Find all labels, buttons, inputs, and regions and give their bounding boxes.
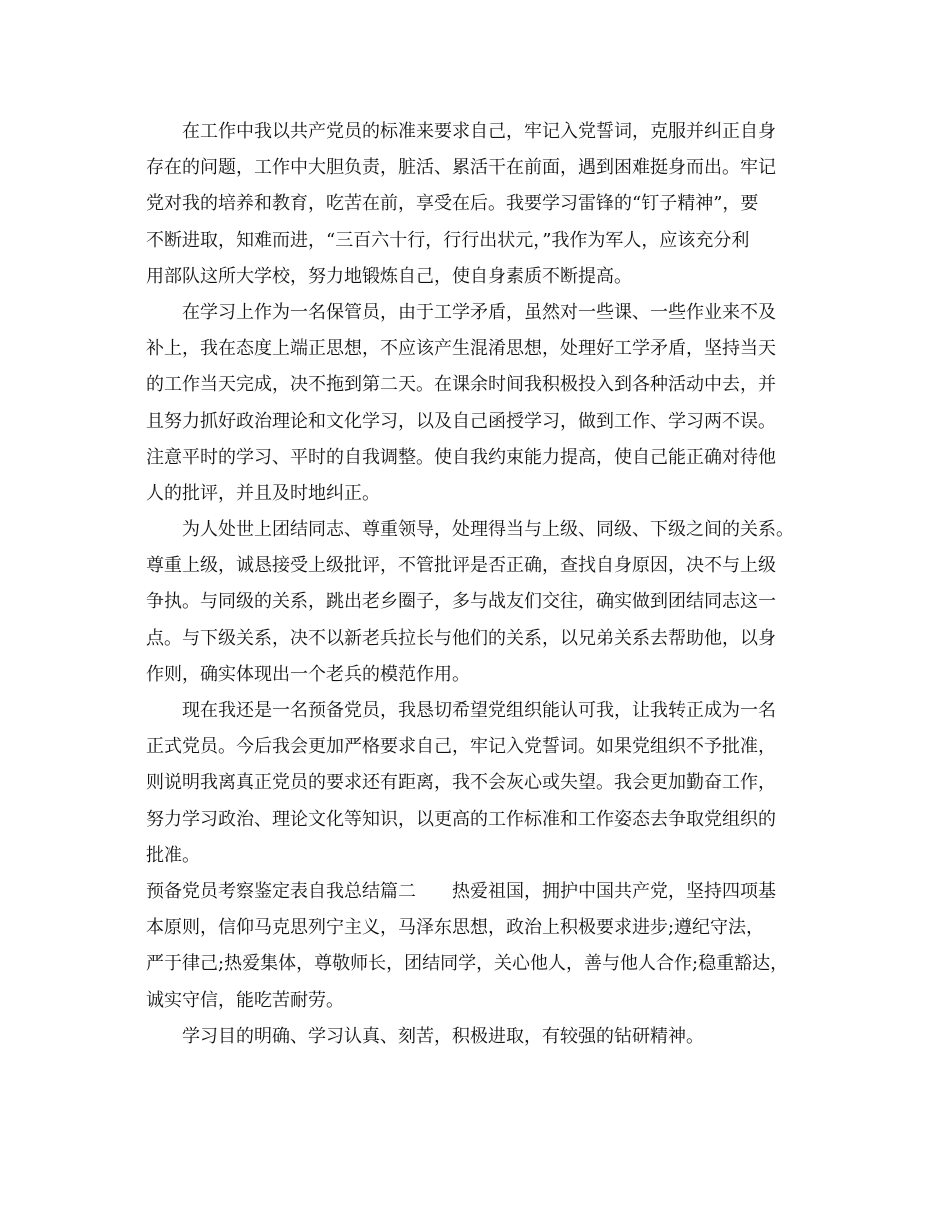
text-line: 争执。与同级的关系，跳出老乡圈子，多与战友们交往，确实做到团结同志这一	[146, 591, 776, 613]
text-line: 且努力抓好政治理论和文化学习，以及自己函授学习，做到工作、学习两不误。	[146, 410, 776, 432]
text-line: 的工作当天完成，决不拖到第二天。在课余时间我积极投入到各种活动中去，并	[146, 374, 776, 396]
text-line: 预备党员考察鉴定表自我总结篇二 热爱祖国，拥护中国共产党，坚持四项基	[146, 880, 776, 902]
text-line: 尊重上级，诚恳接受上级批评，不管批评是否正确，查找自身原因，决不与上级	[146, 555, 776, 577]
text-line: 补上，我在态度上端正思想，不应该产生混淆思想，处理好工学矛盾，坚持当天	[146, 338, 776, 360]
text-line: 现在我还是一名预备党员，我恳切希望党组织能认可我，让我转正成为一名	[182, 700, 776, 721]
text-line: 党对我的培养和教育，吃苦在前，享受在后。我要学习雷锋的“钉子精神”，要	[146, 193, 759, 215]
text-line: 在工作中我以共产党员的标准来要求自己，牢记入党誓词，克服并纠正自身	[182, 121, 776, 142]
text-line: 不断进取，知难而进，“三百六十行，行行出状元，”我作为军人，应该充分利	[146, 229, 750, 251]
document-body	[146, 114, 810, 1055]
text-line: 作则，确实体现出一个老兵的模范作用。	[146, 663, 470, 685]
text-line: 正式党员。今后我会更加严格要求自己，牢记入党誓词。如果党组织不予批准，	[146, 736, 776, 758]
text-line: 注意平时的学习、平时的自我调整。使自我约束能力提高，使自己能正确对待他	[146, 446, 776, 468]
text-line: 存在的问题，工作中大胆负责，脏活、累活干在前面，遇到困难挺身而出。牢记	[146, 157, 776, 179]
text-line: 用部队这所大学校，努力地锻炼自己，使自身素质不断提高。	[146, 265, 632, 287]
text-line: 在学习上作为一名保管员，由于工学矛盾，虽然对一些课、一些作业来不及	[182, 301, 776, 323]
text-line: 批准。	[146, 844, 200, 866]
text-line: 为人处世上团结同志、尊重领导，处理得当与上级、同级、下级之间的关系。	[182, 519, 794, 541]
text-line: 努力学习政治、理论文化等知识，以更高的工作标准和工作姿态去争取党组织的	[146, 808, 776, 830]
text-line: 则说明我离真正党员的要求还有距离，我不会灰心或失望。我会更加勤奋工作，	[146, 772, 776, 794]
text-line: 点。与下级关系，决不以新老兵拉长与他们的关系，以兄弟关系去帮助他，以身	[146, 627, 776, 649]
text-line: 学习目的明确、学习认真、刻苦，积极进取，有较强的钻研精神。	[182, 1025, 704, 1047]
text-line: 严于律己;热爱集体，尊敬师长，团结同学，关心他人，善与他人合作;稳重豁达，	[146, 953, 789, 975]
text-line: 诚实守信，能吃苦耐劳。	[146, 989, 344, 1011]
text-line: 人的批评，并且及时地纠正。	[146, 482, 380, 504]
text-line: 本原则，信仰马克思列宁主义，马泽东思想，政治上积极要求进步;遵纪守法，	[146, 917, 765, 939]
